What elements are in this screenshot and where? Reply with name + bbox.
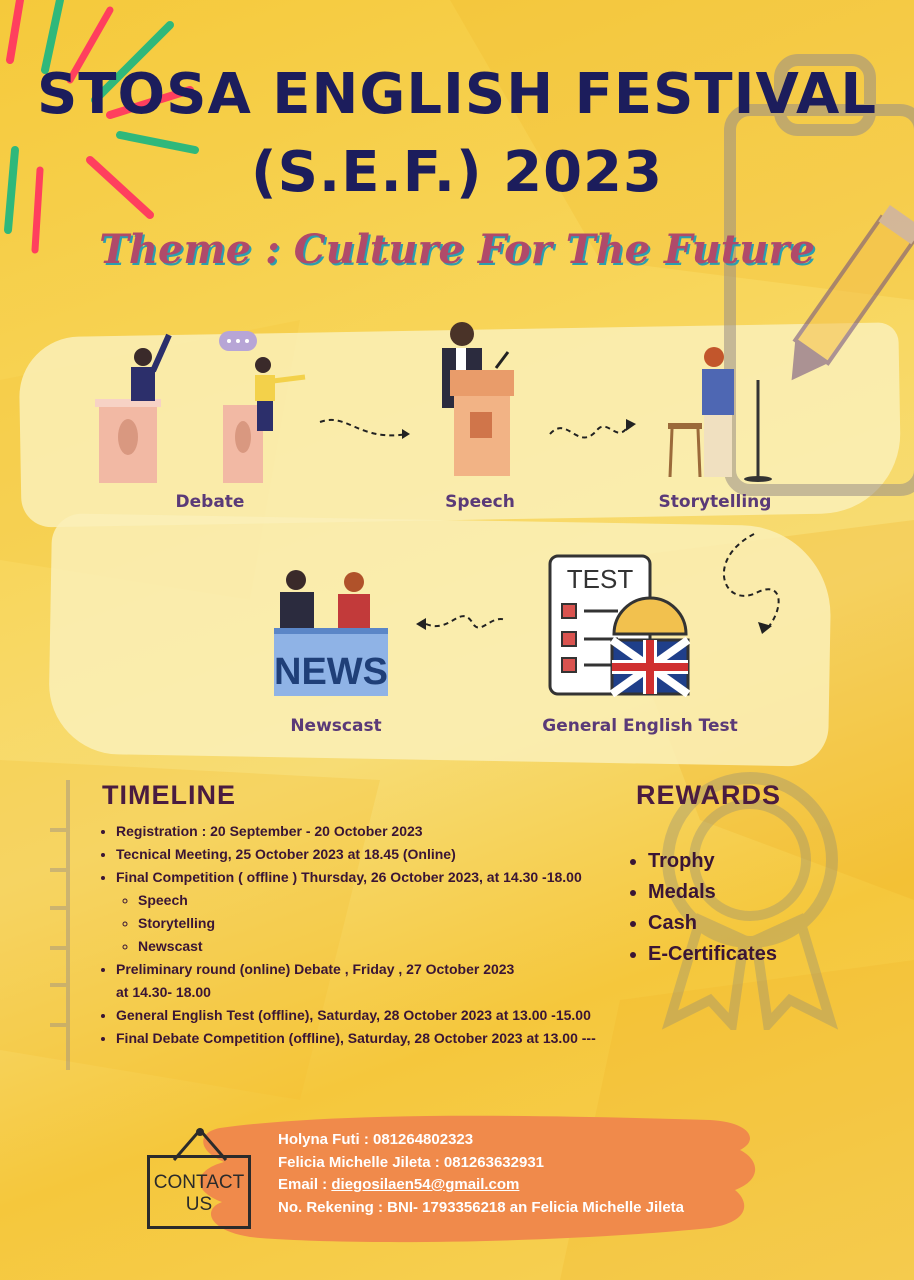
timeline-item: • Final Debate Competition (offline), Saturday, 28 October 2023 at 13.00 ---: [116, 1027, 676, 1050]
contact-us-line2: US: [185, 1194, 213, 1215]
storytelling-label: Storytelling: [658, 492, 772, 512]
reward-item: • Cash: [648, 908, 777, 939]
timeline-item-text: Preliminary round (online) Debate , Friday , 27 October 2023: [116, 961, 515, 977]
festival-title-line1: STOSA ENGLISH FESTIVAL: [36, 62, 878, 127]
contact-line-account: No. Rekening : BNI- 1793356218 an Felicia Michelle Jileta: [278, 1198, 685, 1216]
timeline-item: [116, 866, 676, 958]
newscast-illustration: [272, 566, 392, 696]
test-sign-text: TEST: [566, 564, 634, 594]
timeline-sub-item: ◦ Storytelling: [138, 912, 676, 935]
contact-line-felicia: Felicia Michelle Jileta : 081263632931: [278, 1153, 545, 1171]
newscast-label: Newscast: [290, 716, 382, 736]
timeline-item: • Tecnical Meeting, 25 October 2023 at 18.45 (Online): [116, 843, 676, 866]
timeline-heading: TIMELINE: [102, 780, 236, 810]
reward-item: • E-Certificates: [648, 939, 777, 970]
festival-title-line2: (S.E.F.) 2023: [251, 140, 663, 205]
timeline-bar-decoration: [46, 780, 86, 1080]
email-link[interactable]: diegosilaen54@gmail.com: [331, 1176, 520, 1193]
timeline-item-text: Final Competition ( offline ) Thursday, 26 October 2023, at 14.30 -18.00: [116, 869, 582, 885]
timeline-item: [116, 958, 676, 1004]
timeline-item-text-cont: at 14.30- 18.00: [116, 984, 211, 1000]
contact-us-line1: CONTACT: [153, 1172, 245, 1193]
dashed-arrow-icon: [548, 414, 648, 454]
timeline-list: [98, 820, 676, 1050]
email-label: Email :: [278, 1176, 332, 1193]
rewards-list: [630, 846, 777, 970]
speech-label: Speech: [445, 492, 515, 512]
news-sign-text: NEWS: [274, 651, 388, 693]
debate-illustration: [95, 325, 315, 485]
dashed-arrow-icon: [410, 604, 510, 644]
contact-details: [278, 1129, 684, 1219]
festival-theme: Theme : Culture For The Future: [99, 226, 815, 273]
debate-label: Debate: [175, 492, 245, 512]
dashed-arrow-icon: [318, 412, 418, 452]
timeline-item: • Registration : 20 September - 20 October 2023: [116, 820, 676, 843]
dashed-loop-arrow-icon: [714, 530, 794, 640]
reward-item: • Trophy: [648, 846, 777, 877]
english-test-illustration: [548, 554, 698, 699]
contact-line-holyna: Holyna Futi : 081264802323: [278, 1131, 474, 1148]
rewards-heading: REWARDS: [636, 780, 782, 810]
reward-item: • Medals: [648, 877, 777, 908]
timeline-sub-list: [116, 889, 676, 958]
speech-illustration: [436, 320, 526, 480]
timeline-sub-item: ◦ Speech: [138, 889, 676, 912]
contact-line-email: [278, 1174, 684, 1197]
contact-us-sign: [147, 1155, 251, 1229]
timeline-item: • General English Test (offline), Saturday, 28 October 2023 at 13.00 -15.00: [116, 1004, 676, 1027]
storytelling-illustration: [666, 345, 776, 485]
timeline-sub-item: ◦ Newscast: [138, 935, 676, 958]
english-test-label: General English Test: [542, 716, 738, 736]
